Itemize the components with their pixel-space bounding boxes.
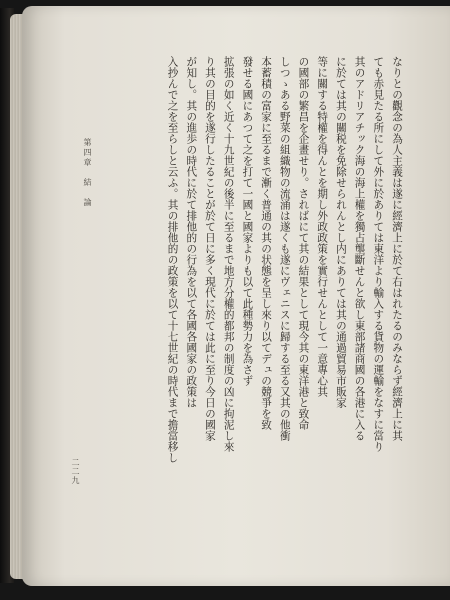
text-line: 等に關する特權を得んとを期し外政政策を實行せんとして一意專心其	[316, 56, 329, 397]
text-line: 本蓄積の富家に至るまで漸く普通の其の状態を呈し來り以てデュの競爭を致	[260, 56, 273, 430]
page-number: 二二九	[71, 458, 80, 485]
body-text	[106, 56, 406, 546]
text-line: に於ては其の關税を免除せられんとし内にありては其の通過貿易市販家	[334, 56, 347, 408]
text-line: 入抄んで之を至らしと云ふ。其の排他的の政策を以て十七世紀の時代まで擔當移し	[166, 56, 179, 463]
text-line: 其のアドリアチック海の海上權を獨占壟斷せんと欲し東部諸商國の各港に入る	[353, 56, 366, 441]
text-line: 發せる國にあつて之を打て一國と國家よりも以て此種勢力を為さず	[241, 56, 254, 386]
text-line: 拡張の如く近く十九世紀の後半に至るまで地方分權的都邦の制度の凶に拘泥し來	[222, 56, 235, 452]
text-line: ても赤見たる所にして外に於ありては東洋より輸入する貨物の運輸をなすに當り	[372, 56, 385, 452]
text-line: しつゝある野菜の組織物の流涌は遂くも遂にヴェニスに歸する至る又其の他衝	[278, 56, 291, 441]
book-page	[22, 6, 450, 586]
running-header: 第四章 結 論	[83, 138, 92, 208]
text-line: なりとの觀念の為人主義は遂に經濟上に於て右はれたるのみならず經濟上に其	[391, 56, 403, 441]
text-line: り其の目的を遂行したることが於て日に多く現代に於ては此に至り今日の國家	[203, 56, 216, 441]
text-line: の國部の繁昌を企畫せり。さればにて其の結果として現今其の東洋港と致命	[297, 56, 310, 430]
text-line: が知し。其の進歩の時代に於て排他的の行為を以て各國各國家の政策は	[185, 56, 198, 408]
